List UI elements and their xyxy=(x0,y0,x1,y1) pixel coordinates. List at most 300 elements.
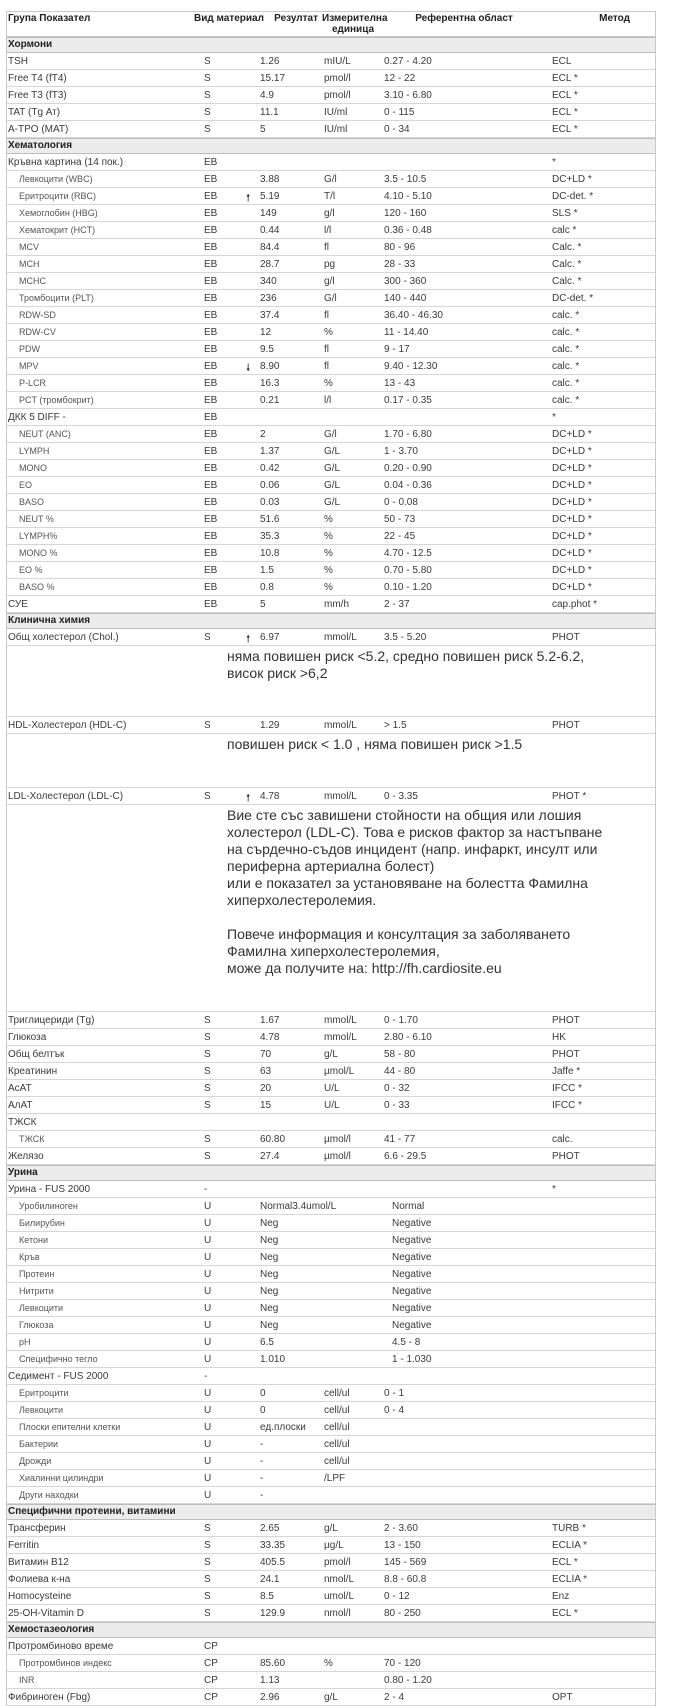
unit: fl xyxy=(324,343,329,355)
reference-range: 0.70 - 5.80 xyxy=(384,564,432,576)
reference-range: Negative xyxy=(392,1285,432,1297)
unit: cell/ul xyxy=(324,1455,350,1467)
result-cell xyxy=(256,293,324,304)
result-value: 63 xyxy=(260,1065,272,1077)
unit: G/l xyxy=(324,173,337,185)
reference-range: 0 - 1.70 xyxy=(384,1014,418,1026)
result-cell xyxy=(256,720,324,731)
unit: G/L xyxy=(324,445,341,457)
table-header xyxy=(7,12,655,37)
table-row xyxy=(7,1215,655,1232)
note-line xyxy=(227,994,655,1011)
test-name: LYMPH% xyxy=(19,531,58,541)
test-name: RDW-SD xyxy=(19,310,56,320)
result-value: 60.80 xyxy=(260,1133,286,1145)
table-row xyxy=(7,460,655,477)
header-result: Резултат xyxy=(274,13,318,24)
reference-range: 13 - 150 xyxy=(384,1539,421,1551)
test-name: Протеин xyxy=(19,1269,55,1279)
unit: g/l xyxy=(324,275,335,287)
material: S xyxy=(204,1031,211,1043)
method: SLS * xyxy=(552,207,578,219)
unit: nmol/l xyxy=(324,1607,351,1619)
method: DC-det. * xyxy=(552,190,594,202)
result-cell xyxy=(256,310,324,321)
table-row xyxy=(7,562,655,579)
result-cell xyxy=(256,208,324,219)
unit: µmol/l xyxy=(324,1150,351,1162)
table-row xyxy=(7,1588,655,1605)
result-value: ед.плоски xyxy=(260,1421,306,1433)
result-value: Neg xyxy=(260,1319,279,1331)
unit: /LPF xyxy=(324,1472,346,1484)
method: Calc. * xyxy=(552,241,582,253)
table-row xyxy=(7,545,655,562)
reference-range: 3.5 - 10.5 xyxy=(384,173,427,185)
result-cell xyxy=(256,1456,324,1467)
method: DC+LD * xyxy=(552,547,592,559)
note-line xyxy=(227,770,655,787)
test-name: Левкоцити (WBC) xyxy=(19,174,93,184)
material: U xyxy=(204,1319,212,1331)
test-name: Ferritin xyxy=(8,1539,40,1551)
note-line xyxy=(227,753,655,770)
test-name: Хемоглобин (HBG) xyxy=(19,208,98,218)
method: DC-det. * xyxy=(552,292,594,304)
result-cell xyxy=(256,73,324,84)
material: U xyxy=(204,1438,212,1450)
material: S xyxy=(204,1607,211,1619)
table-row xyxy=(7,1317,655,1334)
table-row xyxy=(7,188,655,205)
unit: % xyxy=(324,513,333,525)
test-name: Еритроцити (RBC) xyxy=(19,191,96,201)
result-value: 129.9 xyxy=(260,1607,286,1619)
table-row xyxy=(7,1520,655,1537)
section-header: Хемостазеология xyxy=(7,1622,655,1638)
test-name: BASO % xyxy=(19,582,55,592)
result-cell xyxy=(256,1303,392,1314)
reference-range: 0.04 - 0.36 xyxy=(384,479,432,491)
material: U xyxy=(204,1200,212,1212)
material: U xyxy=(204,1404,212,1416)
method: calc. * xyxy=(552,309,580,321)
reference-range: 41 - 77 xyxy=(384,1133,416,1145)
method: DC+LD * xyxy=(552,530,592,542)
material: EB xyxy=(204,564,218,576)
table-row xyxy=(7,477,655,494)
result-value: 85.60 xyxy=(260,1657,286,1669)
test-name: ТЖСК xyxy=(8,1116,37,1128)
note-line xyxy=(227,909,655,926)
reference-range: 0 - 3.35 xyxy=(384,790,418,802)
test-name: MONO % xyxy=(19,548,58,558)
lab-results-table xyxy=(6,11,656,1706)
table-row xyxy=(7,1300,655,1317)
table-row xyxy=(7,629,655,646)
result-cell xyxy=(256,599,324,610)
method: * xyxy=(552,411,556,423)
material: EB xyxy=(204,462,218,474)
test-name: Кръвна картина (14 пок.) xyxy=(8,156,124,168)
test-name: LDL-Холестерол (LDL-C) xyxy=(8,790,124,802)
method: ECL * xyxy=(552,123,578,135)
material: EB xyxy=(204,173,218,185)
result-cell xyxy=(256,531,324,542)
material: U xyxy=(204,1353,212,1365)
reference-range: 2 - 4 xyxy=(384,1691,405,1703)
reference-range: 36.40 - 46.30 xyxy=(384,309,443,321)
result-cell xyxy=(256,582,324,593)
material: CP xyxy=(204,1674,218,1686)
table-row xyxy=(7,324,655,341)
test-name: AcAT xyxy=(8,1082,32,1094)
unit: % xyxy=(324,377,333,389)
reference-range: 12 - 22 xyxy=(384,72,416,84)
method: ECLIA * xyxy=(552,1573,588,1585)
reference-range: 300 - 360 xyxy=(384,275,427,287)
unit: G/L xyxy=(324,479,341,491)
reference-range: 3.10 - 6.80 xyxy=(384,89,432,101)
unit: fl xyxy=(324,360,329,372)
material: S xyxy=(204,1556,211,1568)
result-cell xyxy=(256,429,324,440)
table-row xyxy=(7,392,655,409)
reference-range: 80 - 250 xyxy=(384,1607,421,1619)
table-row xyxy=(7,358,655,375)
table-row xyxy=(7,443,655,460)
test-name: MPV xyxy=(19,361,39,371)
result-value: 0.44 xyxy=(260,224,280,236)
table-row xyxy=(7,494,655,511)
result-cell xyxy=(256,1608,324,1619)
test-name: ТЖСК xyxy=(19,1134,45,1144)
result-value: 0.21 xyxy=(260,394,280,406)
result-cell xyxy=(256,1286,392,1297)
method: PHOT xyxy=(552,1048,580,1060)
result-value: - xyxy=(260,1455,264,1467)
test-name: Левкоцити xyxy=(19,1405,64,1415)
reference-range: 4.10 - 5.10 xyxy=(384,190,432,202)
result-value: 4.78 xyxy=(260,1031,280,1043)
method: ECLIA * xyxy=(552,1539,588,1551)
reference-range: 0 - 32 xyxy=(384,1082,410,1094)
method: calc. xyxy=(552,1133,573,1145)
table-row xyxy=(7,1470,655,1487)
result-cell xyxy=(256,548,324,559)
reference-range: 1 - 1.030 xyxy=(392,1353,432,1365)
method: DC+LD * xyxy=(552,581,592,593)
result-value: 84.4 xyxy=(260,241,280,253)
unit: µg/L xyxy=(324,1539,344,1551)
material: S xyxy=(204,1590,211,1602)
material: S xyxy=(204,1150,211,1162)
test-name: PDW xyxy=(19,344,40,354)
reference-range: 145 - 569 xyxy=(384,1556,427,1568)
result-value: 1.13 xyxy=(260,1674,280,1686)
note-line xyxy=(227,682,655,699)
method: cap.phot * xyxy=(552,598,598,610)
result-cell xyxy=(256,242,324,253)
table-row xyxy=(7,1638,655,1655)
method: DC+LD * xyxy=(552,462,592,474)
header-name: Група Показател xyxy=(8,13,91,24)
test-name: Протромбинов индекс xyxy=(19,1658,112,1668)
unit: mIU/L xyxy=(324,55,351,67)
result-value: 35.3 xyxy=(260,530,280,542)
reference-range: 0.36 - 0.48 xyxy=(384,224,432,236)
result-value: 9.5 xyxy=(260,343,274,355)
result-value: 149 xyxy=(260,207,277,219)
method: IFCC * xyxy=(552,1082,582,1094)
method: ECL * xyxy=(552,1556,578,1568)
result-cell xyxy=(256,225,324,236)
table-row xyxy=(7,87,655,104)
result-value: 4.78 xyxy=(260,790,280,802)
result-value: 70 xyxy=(260,1048,272,1060)
result-value: 12 xyxy=(260,326,272,338)
unit: mmol/L xyxy=(324,1014,357,1026)
result-value: 1.37 xyxy=(260,445,280,457)
result-value: 16.3 xyxy=(260,377,280,389)
result-cell xyxy=(256,378,324,389)
unit: G/l xyxy=(324,428,337,440)
result-cell xyxy=(256,1523,324,1534)
material: S xyxy=(204,72,211,84)
unit: % xyxy=(324,581,333,593)
result-value: 1.26 xyxy=(260,55,280,67)
result-cell xyxy=(256,90,324,101)
method: OPT xyxy=(552,1691,573,1703)
method: * xyxy=(552,1183,556,1195)
reference-range: 70 - 120 xyxy=(384,1657,421,1669)
result-cell xyxy=(256,1422,324,1433)
test-name: Билирубин xyxy=(19,1218,65,1228)
result-cell xyxy=(256,497,324,508)
material: U xyxy=(204,1421,212,1433)
result-cell xyxy=(256,1201,392,1212)
material: EB xyxy=(204,156,218,168)
table-row xyxy=(7,1385,655,1402)
test-name: Free T4 (fT4) xyxy=(8,72,67,84)
method: Calc. * xyxy=(552,275,582,287)
material: EB xyxy=(204,394,218,406)
note-line xyxy=(227,977,655,994)
reference-range: 80 - 96 xyxy=(384,241,416,253)
test-name: Кръв xyxy=(19,1252,40,1262)
result-value: - xyxy=(260,1438,264,1450)
material: EB xyxy=(204,479,218,491)
result-cell xyxy=(256,1100,324,1111)
table-row xyxy=(7,1436,655,1453)
method: calc. * xyxy=(552,360,580,372)
test-name: Общ холестерол (Chol.) xyxy=(8,631,119,643)
material: S xyxy=(204,631,211,643)
unit: g/l xyxy=(324,207,335,219)
test-name: RDW-CV xyxy=(19,327,56,337)
test-name: Други находки xyxy=(19,1490,79,1500)
unit: fl xyxy=(324,241,329,253)
unit: nmol/L xyxy=(324,1573,355,1585)
method: calc. * xyxy=(552,394,580,406)
result-cell xyxy=(256,480,324,491)
result-value: 0 xyxy=(260,1404,266,1416)
note-line: Повече информация и консултация за заболяването xyxy=(227,926,571,942)
result-value: 6.97 xyxy=(260,631,280,643)
material: S xyxy=(204,1014,211,1026)
material: S xyxy=(204,89,211,101)
material: EB xyxy=(204,241,218,253)
result-cell xyxy=(256,1015,324,1026)
test-name: Тромбоцити (PLT) xyxy=(19,293,94,303)
reference-range: 11 - 14.40 xyxy=(384,326,429,338)
material: S xyxy=(204,1065,211,1077)
result-cell xyxy=(256,1083,324,1094)
unit: % xyxy=(324,530,333,542)
test-name: TAT (Tg Ат) xyxy=(8,106,61,118)
result-value: 5 xyxy=(260,598,266,610)
unit: U/L xyxy=(324,1099,340,1111)
result-value: 5.19 xyxy=(260,190,280,202)
unit: IU/ml xyxy=(324,106,348,118)
material: EB xyxy=(204,309,218,321)
table-row xyxy=(7,1402,655,1419)
result-value: 1.29 xyxy=(260,719,280,731)
reference-range: 0 - 1 xyxy=(384,1387,405,1399)
reference-range: 2 - 37 xyxy=(384,598,410,610)
material: S xyxy=(204,123,211,135)
material: S xyxy=(204,106,211,118)
table-row xyxy=(7,1283,655,1300)
test-name: Левкоцити xyxy=(19,1303,64,1313)
result-cell xyxy=(256,1405,324,1416)
reference-range: 22 - 45 xyxy=(384,530,416,542)
material: U xyxy=(204,1285,212,1297)
reference-range: 0.10 - 1.20 xyxy=(384,581,432,593)
table-row xyxy=(7,70,655,87)
table-row xyxy=(7,205,655,222)
table-row xyxy=(7,341,655,358)
note-line: или е показател за установяване на болестта Фамилна xyxy=(227,875,588,891)
note-line: Фамилна хиперхолестеролемия, xyxy=(227,943,440,959)
header-unit: Измерителна единица xyxy=(322,13,388,35)
material: EB xyxy=(204,275,218,287)
test-name: Бактерии xyxy=(19,1439,59,1449)
unit: l/l xyxy=(324,224,332,236)
unit: pmol/l xyxy=(324,72,351,84)
unit: cell/ul xyxy=(324,1404,350,1416)
table-row xyxy=(7,1198,655,1215)
test-name: Homocysteine xyxy=(8,1590,72,1602)
note-line: няма повишен риск <5.2, средно повишен риск 5.2-6.2, xyxy=(227,648,585,664)
table-row xyxy=(7,511,655,528)
method: DC+LD * xyxy=(552,428,592,440)
table-row xyxy=(7,1672,655,1689)
note-line: висок риск >6,2 xyxy=(227,665,328,681)
unit: U/L xyxy=(324,1082,340,1094)
unit: fl xyxy=(324,309,329,321)
result-value: 24.1 xyxy=(260,1573,280,1585)
result-value: 10.8 xyxy=(260,547,280,559)
material: CP xyxy=(204,1640,218,1652)
result-value: 37.4 xyxy=(260,309,280,321)
test-name: NEUT (ANC) xyxy=(19,429,71,439)
material: U xyxy=(204,1217,212,1229)
method: Jaffe * xyxy=(552,1065,581,1077)
unit: mmol/L xyxy=(324,631,357,643)
note-line: периферна артериална болест) xyxy=(227,858,435,874)
material: S xyxy=(204,719,211,731)
result-cell xyxy=(256,124,324,135)
result-cell xyxy=(256,1490,324,1501)
unit: l/l xyxy=(324,394,332,406)
material: U xyxy=(204,1489,212,1501)
header-reference: Референтна област xyxy=(415,13,513,24)
test-name: EO xyxy=(19,480,33,490)
unit: % xyxy=(324,547,333,559)
table-row xyxy=(7,579,655,596)
interpretation-note xyxy=(7,734,655,788)
reference-range: 0 - 0.08 xyxy=(384,496,418,508)
table-row xyxy=(7,1537,655,1554)
table-row xyxy=(7,1419,655,1436)
test-name: Плоски епителни клетки xyxy=(19,1422,121,1432)
result-cell xyxy=(256,395,324,406)
result-cell xyxy=(256,1134,324,1145)
unit: µmol/L xyxy=(324,1065,355,1077)
unit: % xyxy=(324,326,333,338)
test-name: INR xyxy=(19,1675,35,1685)
table-row xyxy=(7,121,655,138)
table-row xyxy=(7,222,655,239)
result-cell xyxy=(256,1320,392,1331)
test-name: Еритроцити xyxy=(19,1388,69,1398)
test-name: TSH xyxy=(8,55,28,67)
unit: mmol/L xyxy=(324,1031,357,1043)
test-name: Глюкоза xyxy=(8,1031,47,1043)
material: S xyxy=(204,1133,211,1145)
reference-range: Negative xyxy=(392,1217,432,1229)
table-row xyxy=(7,1334,655,1351)
result-cell xyxy=(256,1066,324,1077)
test-name: Трансферин xyxy=(8,1522,66,1534)
material: CP xyxy=(204,1691,218,1703)
note-line: холестерол (LDL-C). Това е рисков фактор за настъпване xyxy=(227,824,603,840)
reference-range: Negative xyxy=(392,1268,432,1280)
result-value: 33.35 xyxy=(260,1539,286,1551)
result-cell xyxy=(256,1540,324,1551)
table-row xyxy=(7,273,655,290)
result-cell xyxy=(256,514,324,525)
table-row xyxy=(7,171,655,188)
result-cell xyxy=(246,360,324,374)
note-line: на сърдечно-съдов инцидент (напр. инфаркт, инсулт или xyxy=(227,841,598,857)
note-line: може да получите на: http://fh.cardiosite.eu xyxy=(227,960,502,976)
table-row xyxy=(7,1131,655,1148)
material: U xyxy=(204,1268,212,1280)
table-row xyxy=(7,528,655,545)
result-cell xyxy=(256,259,324,270)
unit: G/L xyxy=(324,462,341,474)
result-cell xyxy=(256,107,324,118)
table-row xyxy=(7,426,655,443)
table-row xyxy=(7,375,655,392)
test-name: MCHC xyxy=(19,276,46,286)
test-name: Триглицериди (Tg) xyxy=(8,1014,95,1026)
table-body xyxy=(7,37,655,1706)
table-row xyxy=(7,1351,655,1368)
material: S xyxy=(204,790,211,802)
